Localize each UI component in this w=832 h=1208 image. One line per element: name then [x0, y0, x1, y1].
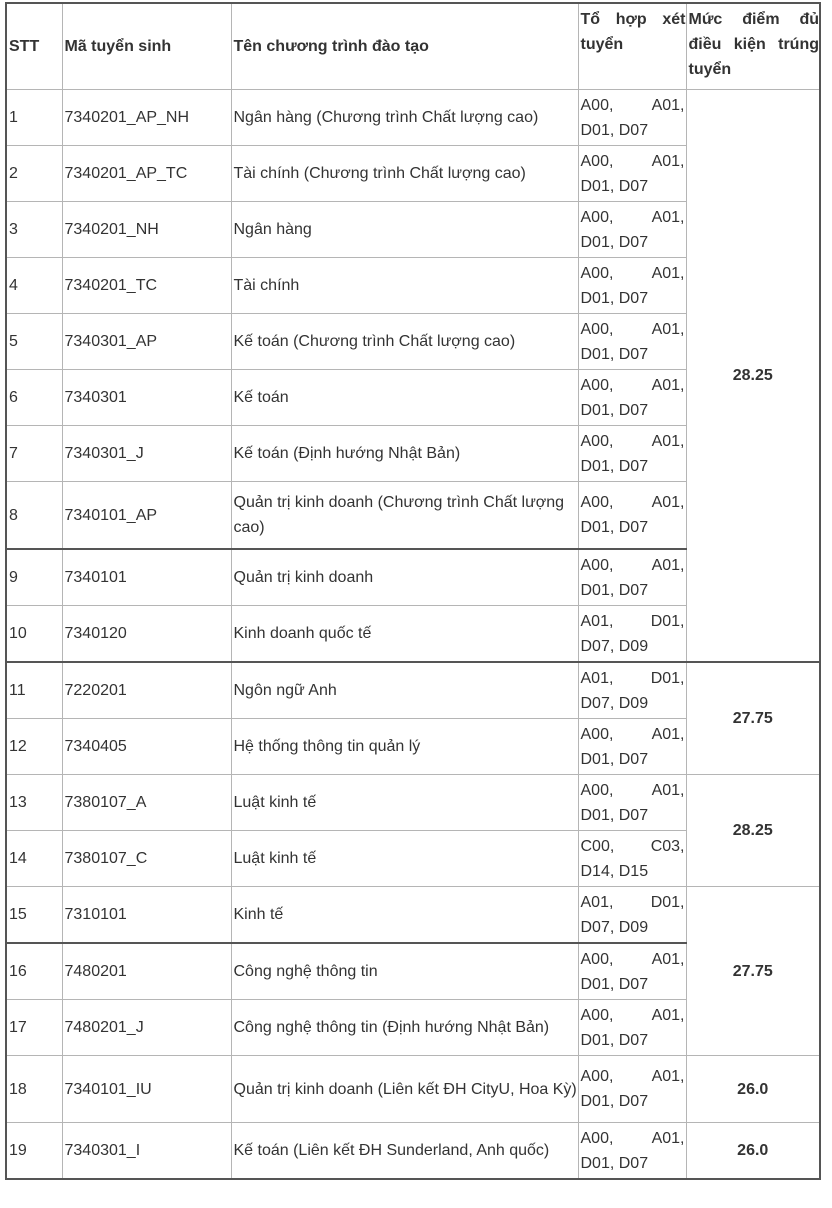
cell-stt: 15 — [6, 887, 62, 944]
cell-code: 7340301_AP — [62, 314, 231, 370]
table-row — [6, 775, 820, 831]
cell-code: 7310101 — [62, 887, 231, 944]
cell-program: Kế toán (Liên kết ĐH Sunderland, Anh quốc) — [231, 1123, 578, 1180]
cell-program: Kế toán (Chương trình Chất lượng cao) — [231, 314, 578, 370]
cell-code: 7480201_J — [62, 1000, 231, 1056]
cell-combo: A00, A01, D01, D07 — [578, 775, 686, 831]
cell-combo: A00, A01, D01, D07 — [578, 202, 686, 258]
cell-code: 7220201 — [62, 662, 231, 719]
cell-combo: A01, D01, D07, D09 — [578, 662, 686, 719]
cell-stt: 2 — [6, 146, 62, 202]
cell-score: 26.0 — [686, 1123, 820, 1180]
cell-code: 7340201_TC — [62, 258, 231, 314]
cell-program: Kinh tế — [231, 887, 578, 944]
cell-combo: A00, A01, D01, D07 — [578, 482, 686, 550]
cell-program: Công nghệ thông tin — [231, 943, 578, 1000]
table-row — [6, 1123, 820, 1180]
table-row — [6, 887, 820, 944]
cell-program: Tài chính (Chương trình Chất lượng cao) — [231, 146, 578, 202]
table-row — [6, 662, 820, 719]
cell-stt: 9 — [6, 549, 62, 606]
cell-program: Kinh doanh quốc tế — [231, 606, 578, 663]
cell-code: 7480201 — [62, 943, 231, 1000]
cell-stt: 10 — [6, 606, 62, 663]
cell-combo: A00, A01, D01, D07 — [578, 370, 686, 426]
cell-stt: 18 — [6, 1056, 62, 1123]
cell-stt: 11 — [6, 662, 62, 719]
cell-code: 7340405 — [62, 719, 231, 775]
cell-score: 26.0 — [686, 1056, 820, 1123]
cell-stt: 1 — [6, 90, 62, 146]
cell-stt: 7 — [6, 426, 62, 482]
cell-program: Hệ thống thông tin quản lý — [231, 719, 578, 775]
header-combo: Tổ hợp xét tuyển — [578, 3, 686, 90]
cell-stt: 19 — [6, 1123, 62, 1180]
cell-program: Ngôn ngữ Anh — [231, 662, 578, 719]
cell-code: 7340201_AP_NH — [62, 90, 231, 146]
cell-program: Công nghệ thông tin (Định hướng Nhật Bản) — [231, 1000, 578, 1056]
cell-combo: A00, A01, D01, D07 — [578, 426, 686, 482]
cell-code: 7340201_AP_TC — [62, 146, 231, 202]
cell-code: 7340301_I — [62, 1123, 231, 1180]
cell-stt: 17 — [6, 1000, 62, 1056]
header-program: Tên chương trình đào tạo — [231, 3, 578, 90]
table-row — [6, 1056, 820, 1123]
cell-code: 7340101_AP — [62, 482, 231, 550]
cell-program: Ngân hàng — [231, 202, 578, 258]
cell-combo: A00, A01, D01, D07 — [578, 943, 686, 1000]
cell-code: 7340101_IU — [62, 1056, 231, 1123]
cell-combo: A00, A01, D01, D07 — [578, 1123, 686, 1180]
cell-program: Luật kinh tế — [231, 831, 578, 887]
cell-combo: A00, A01, D01, D07 — [578, 146, 686, 202]
table-header-row — [6, 3, 820, 90]
cell-stt: 12 — [6, 719, 62, 775]
cell-program: Kế toán (Định hướng Nhật Bản) — [231, 426, 578, 482]
cell-program: Tài chính — [231, 258, 578, 314]
cell-code: 7340301_J — [62, 426, 231, 482]
cell-score: 27.75 — [686, 887, 820, 1056]
cell-combo: A00, A01, D01, D07 — [578, 90, 686, 146]
cell-stt: 6 — [6, 370, 62, 426]
cell-code: 7340120 — [62, 606, 231, 663]
cell-program: Quản trị kinh doanh (Liên kết ĐH CityU, Hoa Kỳ) — [231, 1056, 578, 1123]
cell-score: 28.25 — [686, 775, 820, 887]
cell-stt: 4 — [6, 258, 62, 314]
cell-program: Kế toán — [231, 370, 578, 426]
table-row — [6, 90, 820, 146]
cell-combo: A01, D01, D07, D09 — [578, 887, 686, 944]
cell-combo: A00, A01, D01, D07 — [578, 314, 686, 370]
cell-combo: A00, A01, D01, D07 — [578, 1000, 686, 1056]
cell-program: Quản trị kinh doanh (Chương trình Chất lượng cao) — [231, 482, 578, 550]
cell-combo: A00, A01, D01, D07 — [578, 1056, 686, 1123]
cell-stt: 16 — [6, 943, 62, 1000]
cell-score: 27.75 — [686, 662, 820, 775]
header-code: Mã tuyển sinh — [62, 3, 231, 90]
cell-combo: A01, D01, D07, D09 — [578, 606, 686, 663]
cell-stt: 13 — [6, 775, 62, 831]
cell-code: 7380107_A — [62, 775, 231, 831]
admission-score-table — [5, 2, 821, 1180]
cell-code: 7340201_NH — [62, 202, 231, 258]
cell-code: 7340301 — [62, 370, 231, 426]
cell-program: Ngân hàng (Chương trình Chất lượng cao) — [231, 90, 578, 146]
cell-stt: 14 — [6, 831, 62, 887]
cell-code: 7380107_C — [62, 831, 231, 887]
cell-combo: C00, C03, D14, D15 — [578, 831, 686, 887]
header-score: Mức điểm đủ điều kiện trúng tuyển — [686, 3, 820, 90]
cell-program: Quản trị kinh doanh — [231, 549, 578, 606]
header-stt: STT — [6, 3, 62, 90]
cell-score: 28.25 — [686, 90, 820, 663]
cell-stt: 8 — [6, 482, 62, 550]
cell-code: 7340101 — [62, 549, 231, 606]
cell-combo: A00, A01, D01, D07 — [578, 258, 686, 314]
cell-combo: A00, A01, D01, D07 — [578, 549, 686, 606]
cell-program: Luật kinh tế — [231, 775, 578, 831]
cell-combo: A00, A01, D01, D07 — [578, 719, 686, 775]
cell-stt: 5 — [6, 314, 62, 370]
cell-stt: 3 — [6, 202, 62, 258]
